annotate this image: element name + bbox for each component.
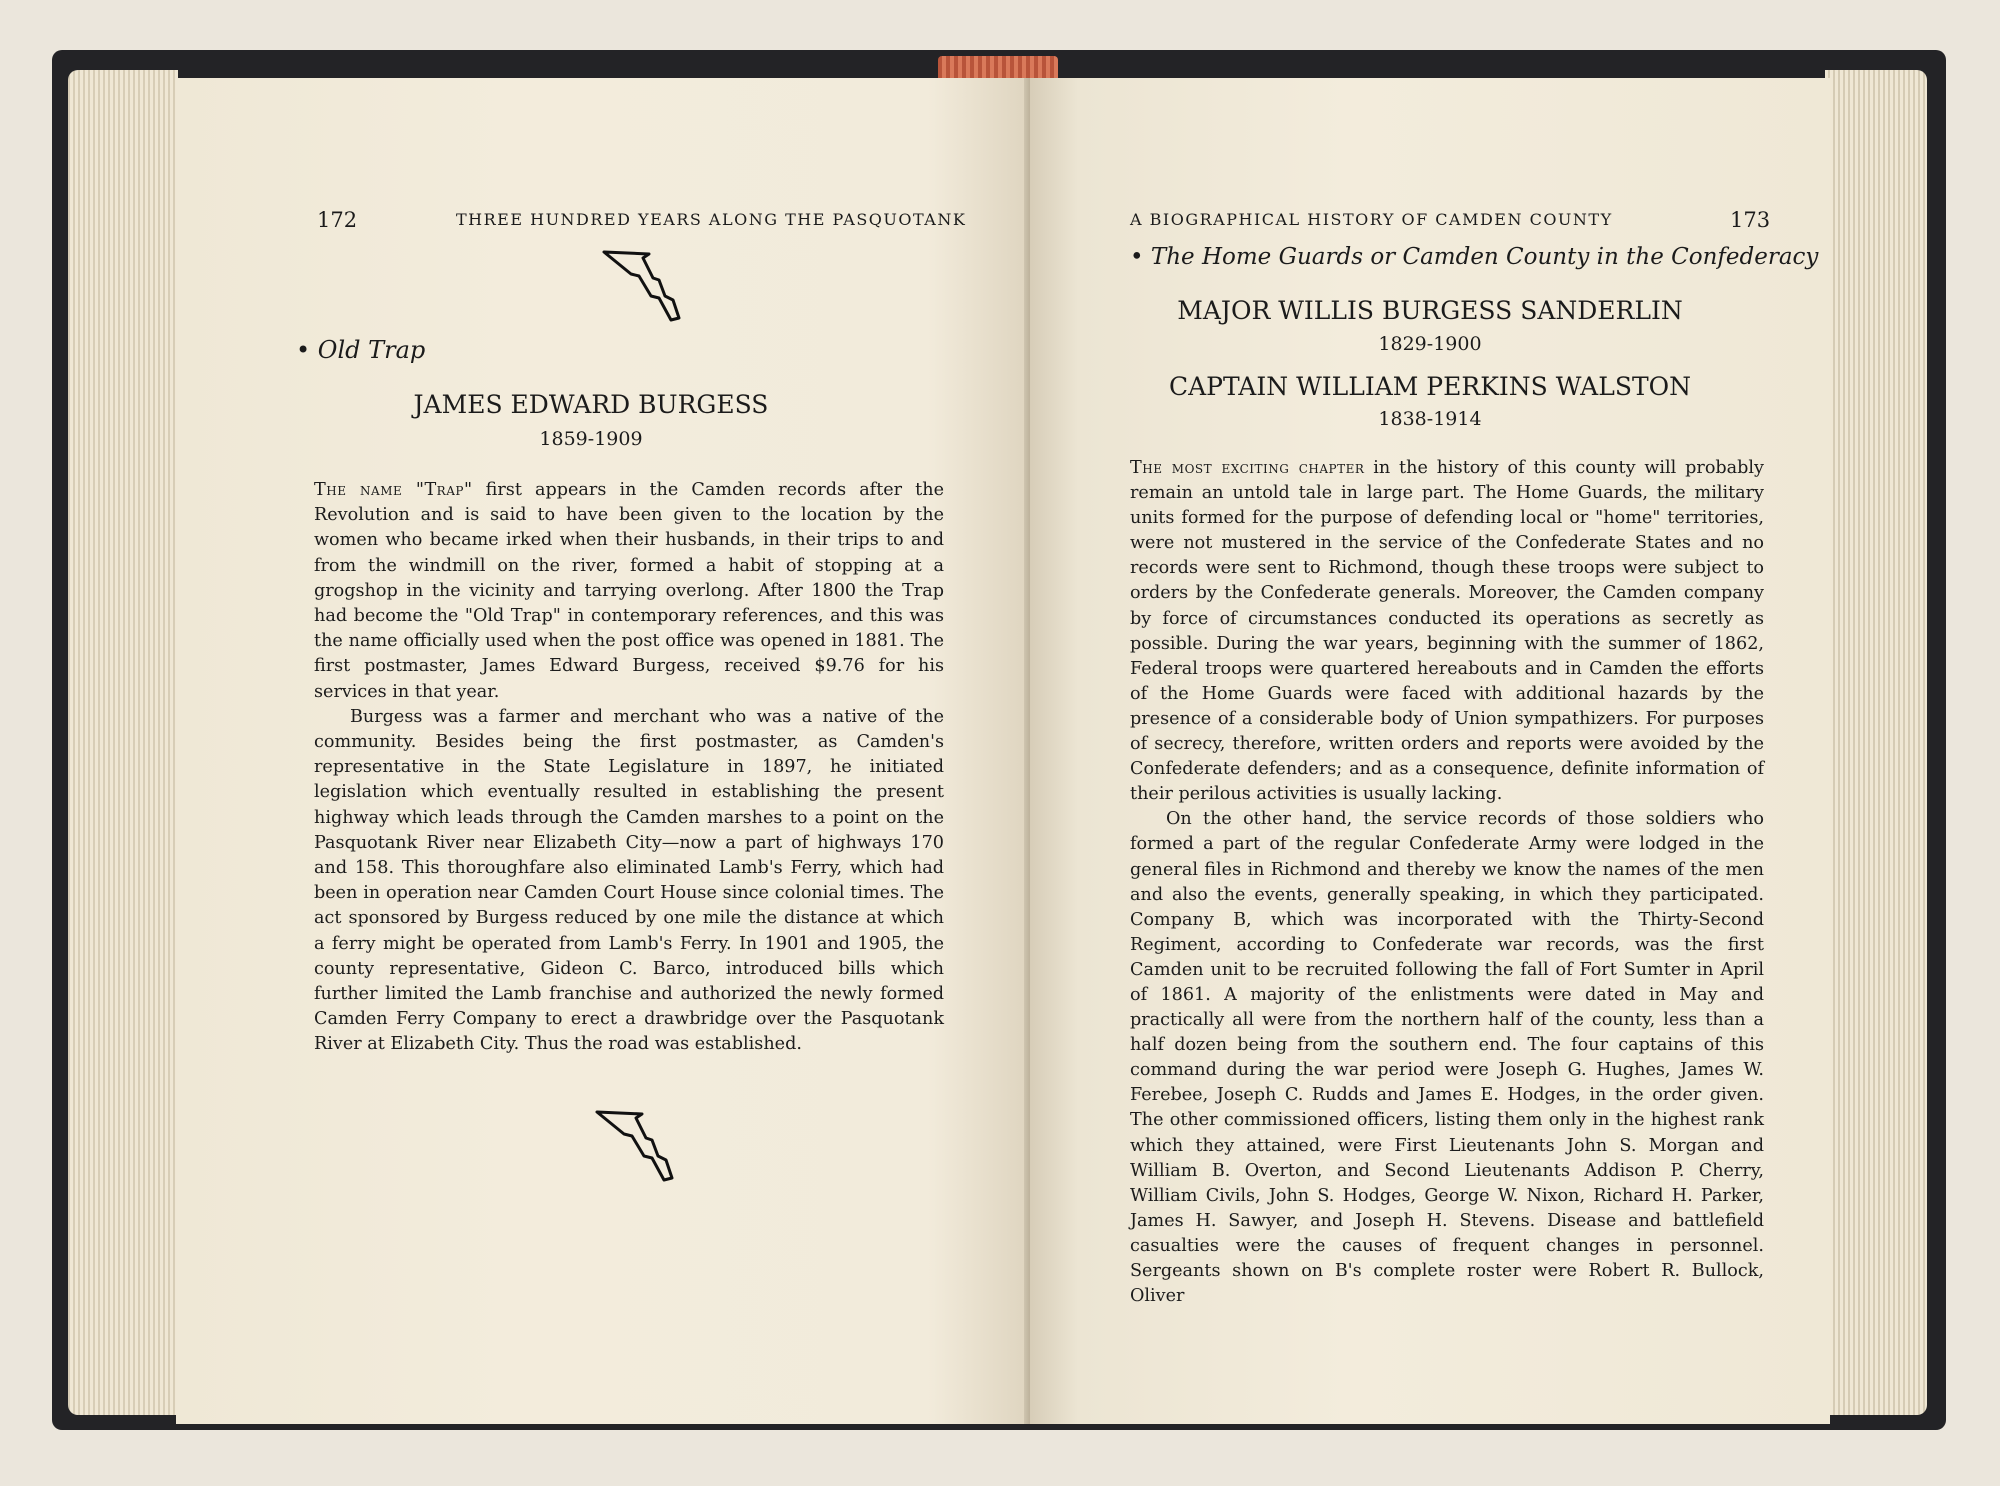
left-paragraph-1-lead: The name "Trap"	[314, 480, 473, 500]
left-paragraph-2: Burgess was a farmer and merchant who was a native of the community. Besides being the first postmaster, as Camden's representative in the State Legislature in 1897, he initiated legislation which eventually resulted in establishing the present highway which leads through the Camden marshes to a point on the Pasquotank River near Elizabeth City—now a part of highways 170 and 158. This thoroughfare also eliminated Lamb's Ferry, which had been in operation near Camden Court House since colonial times. The act sponsored by Burgess reduced by one mile the distance at which a ferry might be operated from Lamb's Ferry. In 1901 and 1905, the county representative, Gideon C. Barco, introduced bills which further limited the Lamb franchise and authorized the newly formed Camden Ferry Company to erect a drawbridge over the Pasquotank River at Elizabeth City. Thus the road was established.	[314, 706, 944, 1055]
left-page-edges	[68, 70, 178, 1415]
left-section-title: • Old Trap	[296, 336, 426, 364]
right-person-2-name: CAPTAIN WILLIAM PERKINS WALSTON	[1169, 372, 1691, 401]
right-person-1-name: MAJOR WILLIS BURGESS SANDERLIN	[1177, 296, 1683, 325]
right-page-edges	[1825, 70, 1927, 1415]
right-person-1-dates: 1829-1900	[1378, 333, 1482, 355]
right-page	[1030, 78, 1830, 1424]
right-paragraph-1-lead: The most exciting chapter	[1130, 458, 1365, 478]
right-body-text	[1130, 456, 1764, 1309]
county-map-ornament-top	[601, 248, 681, 323]
left-page	[176, 78, 1031, 1424]
left-running-head: THREE HUNDRED YEARS ALONG THE PASQUOTANK	[456, 210, 967, 229]
right-paragraph-2: On the other hand, the service records of those soldiers who formed a part of the regular Confederate Army were lodged in the general files in Richmond and thereby we know the names of the men and also the events, generally speaking, in which they participated. Company B, which was incorporated with the Thirty-Second Regiment, according to Confederate war records, was the first Camden unit to be recruited following the fall of Fort Sumter in April of 1861. A majority of the enlistments were dated in May and practically all were from the northern half of the county, less than a half dozen being from the southern end. The four captains of this command during the war period were Joseph G. Hughes, James W. Ferebee, Joseph C. Rudds and James E. Hodges, in the order given. The other commissioned officers, listing them only in the highest rank which they attained, were First Lieutenants John S. Morgan and William B. Overton, and Second Lieutenants Addison P. Cherry, William Civils, John S. Hodges, George W. Nixon, Richard H. Parker, James H. Sawyer, and Joseph H. Stevens. Disease and battlefield casualties were the causes of frequent changes in personnel. Sergeants shown on B's complete roster were Robert R. Bullock, Oliver	[1130, 809, 1764, 1307]
county-map-ornament-bottom	[594, 1108, 674, 1183]
left-person-name: JAMES EDWARD BURGESS	[413, 390, 769, 419]
left-body-text	[314, 478, 944, 1058]
left-page-number: 172	[317, 208, 358, 232]
right-paragraph-1: The most exciting chapter in the history of this county will probably remain an untold tale in large part. The Home Guards, the military units formed for the purpose of defending local or "home" territories, were not mustered in the service of the Confederate States and no records were sent to Richmond, though these troops were subject to orders by the Confederate generals. Moreover, the Camden company by force of circumstances conducted its operations as secretly as possible. During the war years, beginning with the summer of 1862, Federal troops were quartered hereabouts and in Camden the efforts of the Home Guards were faced with additional hazards by the presence of a considerable body of Union sympathizers. For purposes of secrecy, therefore, written orders and reports were avoided by the Confederate defenders; and as a consequence, definite information of their perilous activities is usually lacking.	[1130, 458, 1764, 805]
left-person-dates: 1859-1909	[539, 428, 643, 450]
right-running-head: A BIOGRAPHICAL HISTORY OF CAMDEN COUNTY	[1130, 210, 1613, 229]
left-paragraph-1: The name "Trap" first appears in the Camden records after the Revolution and is said to have been given to the location by the women who became irked when their husbands, in their trips to and from the windmill on the river, formed a habit of stopping at a grogshop in the vicinity and tarrying overlong. After 1800 the Trap had become the "Old Trap" in contemporary references, and this was the name officially used when the post office was opened in 1881. The first postmaster, James Edward Burgess, received $9.76 for his services in that year.	[314, 480, 944, 702]
right-page-number: 173	[1730, 208, 1771, 232]
right-section-title: • The Home Guards or Camden County in the Confederacy	[1130, 244, 1819, 270]
right-person-2-dates: 1838-1914	[1378, 408, 1482, 430]
